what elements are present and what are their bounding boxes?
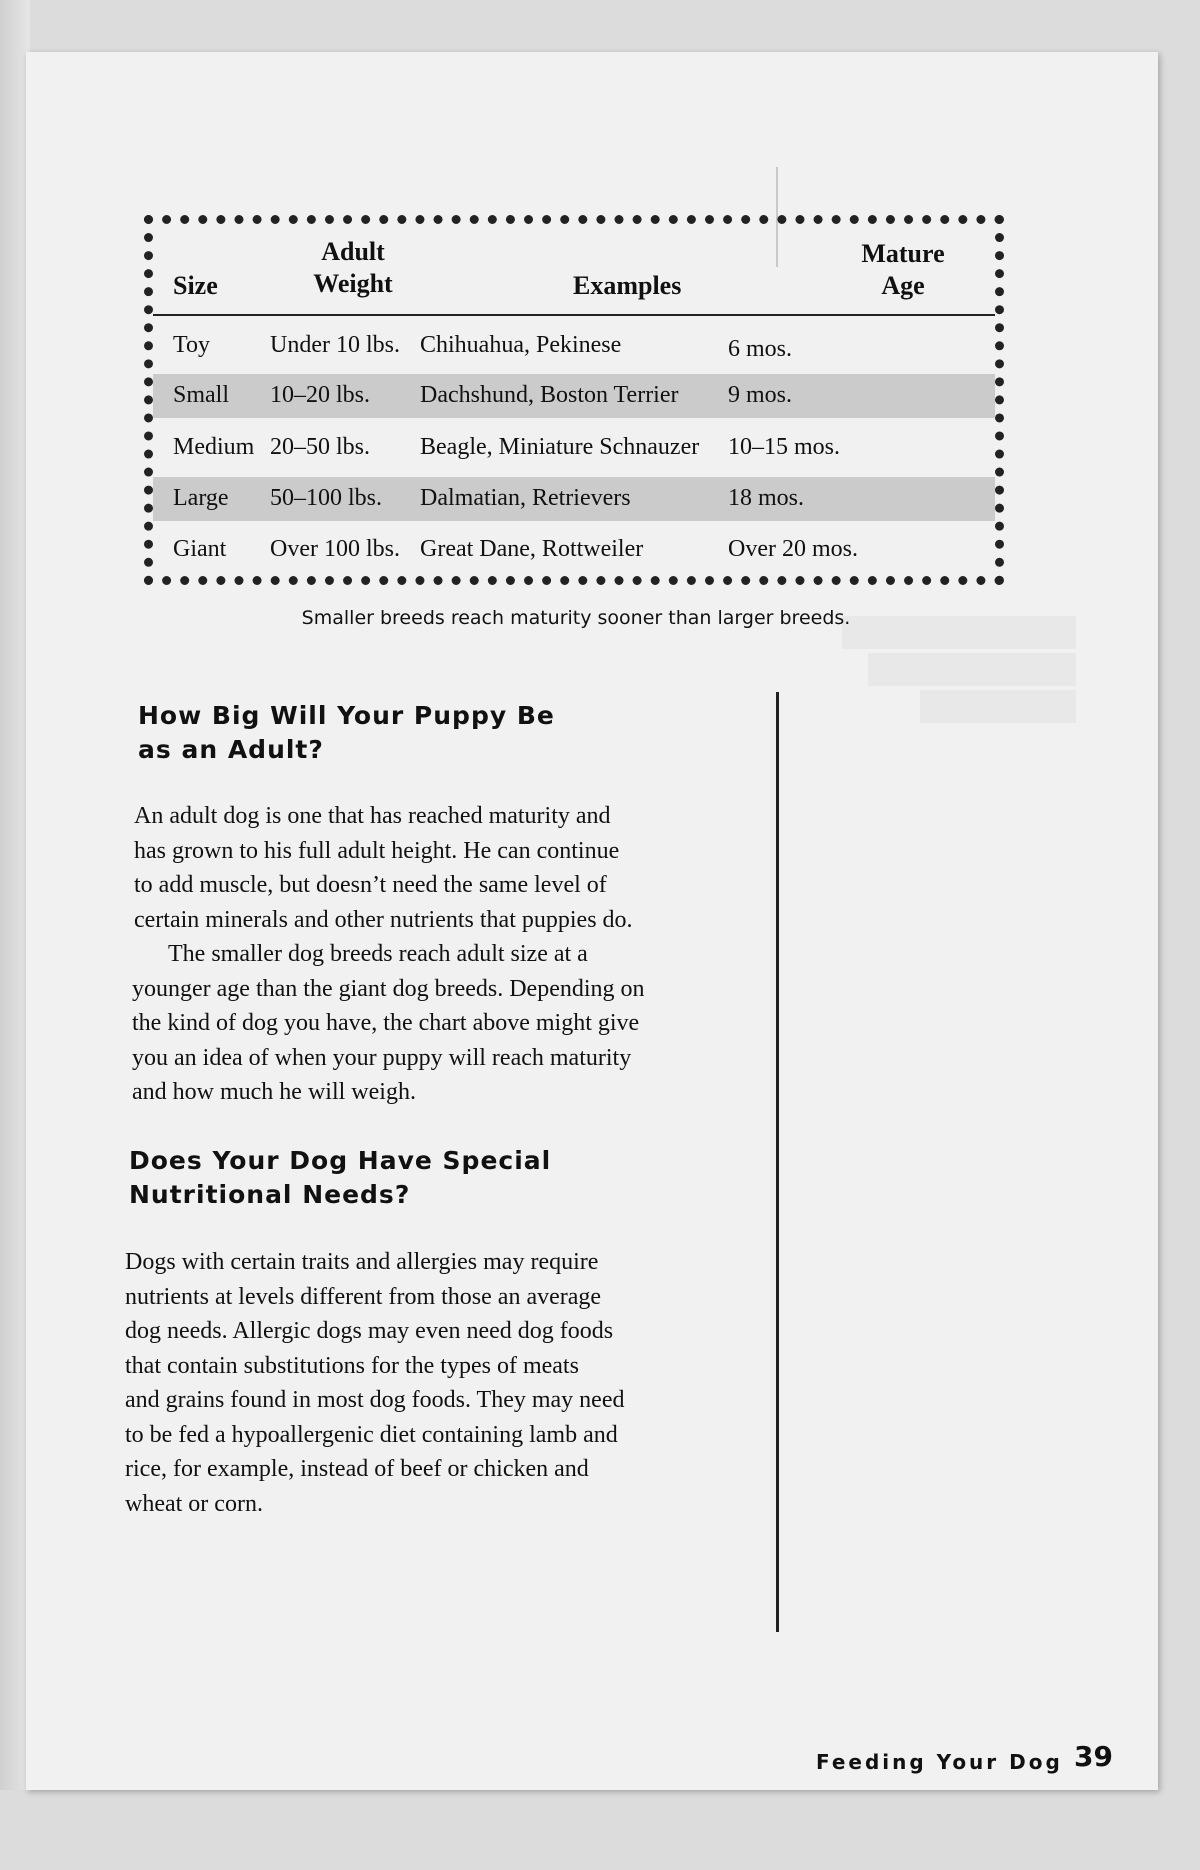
text-line: and grains found in most dog foods. They may need [125, 1387, 625, 1413]
cell-size: Small [173, 382, 230, 408]
heading-line: Does Your Dog Have Special [129, 1146, 552, 1175]
book-page [26, 52, 1158, 1790]
table-caption: Smaller breeds reach maturity sooner than larger breeds. [301, 607, 851, 629]
cell-weight: Over 100 lbs. [270, 536, 400, 562]
cell-size: Giant [173, 536, 227, 562]
table-row [153, 324, 995, 368]
header-age-line2: Age [881, 271, 925, 300]
cell-examples: Great Dane, Rottweiler [420, 536, 644, 562]
table-row [153, 528, 995, 572]
text-line: to be fed a hypoallergenic diet containing lamb and [125, 1421, 618, 1448]
heading-line: as an Adult? [138, 735, 324, 764]
header-examples [573, 270, 681, 302]
cell-age: 18 mos. [728, 485, 805, 511]
text-line: younger age than the giant dog breeds. Depending on [132, 975, 645, 1002]
heading-line: How Big Will Your Puppy Be [138, 701, 555, 730]
heading-line: Nutritional Needs? [129, 1180, 411, 1209]
paragraph [125, 1245, 624, 1521]
text-line: certain minerals and other nutrients that puppies do. [134, 906, 633, 933]
header-age-line1: Mature [861, 239, 945, 268]
cell-size: Toy [173, 332, 210, 358]
cell-size: Large [173, 485, 229, 511]
column-divider [776, 692, 779, 1632]
header-size [173, 270, 218, 302]
cell-size: Medium [173, 434, 255, 460]
cell-weight: 20–50 lbs. [270, 434, 371, 460]
paragraph [132, 937, 645, 1110]
text-line: dog needs. Allergic dogs may even need dog foods [125, 1318, 614, 1344]
breed-size-table [144, 215, 1004, 585]
header-size-label: Size [173, 271, 218, 300]
text-line: you an idea of when your puppy will reach maturity [132, 1044, 632, 1071]
text-line: rice, for example, instead of beef or chicken and [125, 1456, 589, 1482]
text-line: and how much he will weigh. [132, 1079, 416, 1105]
text-line: has grown to his full adult height. He can continue [134, 837, 620, 864]
cell-examples: Beagle, Miniature Schnauzer [420, 434, 700, 460]
text-line: wheat or corn. [125, 1490, 263, 1517]
header-weight [288, 236, 418, 300]
text-line: to add muscle, but doesn’t need the same level of [134, 872, 607, 898]
cell-age: 6 mos. [728, 336, 793, 362]
cell-examples: Chihuahua, Pekinese [420, 332, 622, 358]
header-examples-label: Examples [573, 271, 682, 300]
text-line: An adult dog is one that has reached maturity and [134, 803, 611, 829]
section-heading [129, 1144, 551, 1212]
text-line: that contain substitutions for the types of meats [125, 1352, 579, 1379]
text-line: Dogs with certain traits and allergies may require [125, 1249, 599, 1275]
table-row [153, 426, 995, 470]
cell-weight: 50–100 lbs. [270, 485, 383, 511]
cell-weight: 10–20 lbs. [270, 382, 371, 408]
table-header [153, 224, 995, 316]
text-line: nutrients at levels different from those an average [125, 1283, 602, 1310]
paragraph [134, 799, 633, 937]
cell-examples: Dachshund, Boston Terrier [420, 382, 679, 408]
text-line: the kind of dog you have, the chart above might give [132, 1010, 640, 1036]
text-line: The smaller dog breeds reach adult size at a [168, 941, 588, 967]
page-number: 39 [1074, 1740, 1113, 1773]
header-weight-line1: Adult [321, 237, 385, 266]
bleed-through-text [816, 612, 1076, 1112]
cell-examples: Dalmatian, Retrievers [420, 485, 631, 511]
cell-age: 10–15 mos. [728, 434, 841, 460]
table-row [153, 374, 995, 418]
header-weight-line2: Weight [313, 269, 393, 298]
cell-age: Over 20 mos. [728, 536, 858, 562]
header-age [843, 238, 963, 302]
section-heading [138, 699, 555, 767]
running-footer: Feeding Your Dog [816, 1750, 1063, 1774]
cell-age: 9 mos. [728, 382, 793, 408]
cell-weight: Under 10 lbs. [270, 332, 400, 358]
table-row [153, 477, 995, 521]
